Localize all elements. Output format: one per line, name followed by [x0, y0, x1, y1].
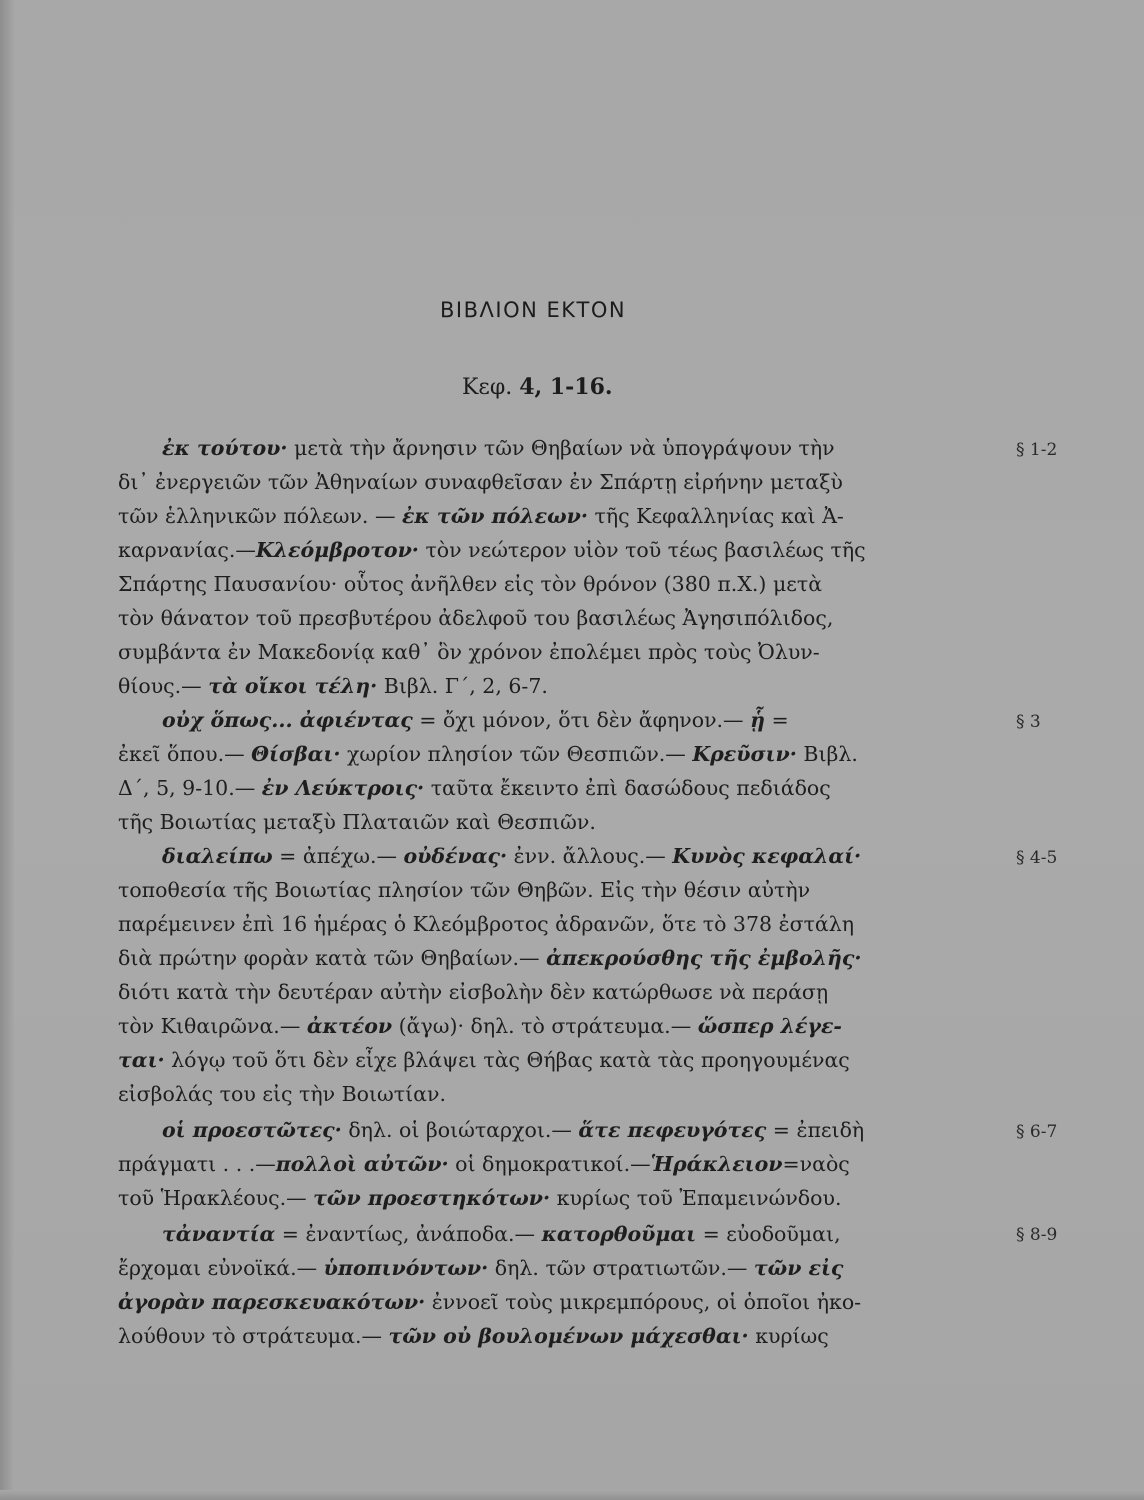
chapter-heading	[462, 374, 613, 400]
text-line: οὐχ ὅπως... ἀφιέντας = ὄχι μόνον, ὅτι δὲν ἄφηνον.— ᾗ =	[162, 708, 789, 732]
text-line: τῆς Βοιωτίας μεταξὺ Πλαταιῶν καὶ Θεσπιῶν.	[118, 810, 596, 834]
text-line: οἱ προεστῶτες· δηλ. οἱ βοιώταρχοι.— ἅτε πεφευγότες = ἐπειδὴ	[162, 1118, 865, 1142]
text-line: εἰσβολάς του εἰς τὴν Βοιωτίαν.	[118, 1082, 446, 1106]
text-line: διαλείπω = ἀπέχω.— οὐδένας· ἐνν. ἄλλους.— Κυνὸς κεφαλαί·	[162, 844, 862, 868]
text-line: Δ΄, 5, 9-10.— ἐν Λεύκτροις· ταῦτα ἔκειντο ἐπὶ δασώδους πεδιάδος	[118, 776, 831, 800]
text-line: θίους.— τὰ οἴκοι τέλη· Βιβλ. Γ΄, 2, 6-7.	[118, 674, 548, 698]
text-line: συμβάντα ἐν Μακεδονίᾳ καθ᾽ ὃν χρόνον ἐπολέμει πρὸς τοὺς Ὀλυν-	[118, 640, 820, 664]
text-line: δι᾽ ἐνεργειῶν τῶν Ἀθηναίων συναφθεῖσαν ἐν Σπάρτῃ εἰρήνην μεταξὺ	[118, 470, 843, 494]
text-line: τὸν Κιθαιρῶνα.— ἀκτέον (ἄγω)· δηλ. τὸ στράτευμα.— ὥσπερ λέγε-	[118, 1014, 842, 1038]
text-line: διὰ πρώτην φορὰν κατὰ τῶν Θηβαίων.— ἀπεκρούσθης τῆς ἐμβολῆς·	[118, 946, 862, 970]
text-line: ται· λόγῳ τοῦ ὅτι δὲν εἶχε βλάψει τὰς Θήβας κατὰ τὰς προηγουμένας	[118, 1048, 850, 1072]
text-line: διότι κατὰ τὴν δευτέραν αὐτὴν εἰσβολὴν δὲν κατώρθωσε νὰ περάσῃ	[118, 980, 829, 1004]
text-line: παρέμεινεν ἐπὶ 16 ἡμέρας ὁ Κλεόμβροτος ἀδρανῶν, ὅτε τὸ 378 ἐστάλη	[118, 912, 855, 936]
text-line: καρνανίας.—Κλεόμβροτον· τὸν νεώτερον υἱὸν τοῦ τέως βασιλέως τῆς	[118, 538, 866, 562]
text-line: πράγματι . . .—πολλοὶ αὐτῶν· οἱ δημοκρατικοί.—Ἡράκλειον=ναὸς	[118, 1152, 850, 1176]
margin-note: § 6-7	[1016, 1122, 1058, 1142]
book-title: ΒΙΒΛΙΟΝ ΕΚΤΟΝ	[440, 298, 627, 322]
text-line: τοῦ Ἡρακλέους.— τῶν προεστηκότων· κυρίως τοῦ Ἐπαμεινώνδου.	[118, 1186, 842, 1210]
page-bottom-shadow	[0, 1490, 1144, 1500]
margin-note: § 8-9	[1016, 1225, 1058, 1245]
chapter-label: Κεφ.	[462, 375, 513, 400]
margin-note: § 3	[1016, 712, 1041, 732]
text-line: Σπάρτης Παυσανίου· οὗτος ἀνῆλθεν εἰς τὸν θρόνον (380 π.Χ.) μετὰ	[118, 572, 823, 596]
page-edge-shadow	[0, 0, 14, 1500]
text-line: λούθουν τὸ στράτευμα.— τῶν οὐ βουλομένων μάχεσθαι· κυρίως	[118, 1324, 829, 1348]
text-line: ἐκ τούτου· μετὰ τὴν ἄρνησιν τῶν Θηβαίων νὰ ὑπογράψουν τὴν	[162, 436, 835, 460]
text-line: τοποθεσία τῆς Βοιωτίας πλησίον τῶν Θηβῶν. Εἰς τὴν θέσιν αὐτὴν	[118, 878, 811, 902]
text-line: τὸν θάνατον τοῦ πρεσβυτέρου ἀδελφοῦ του βασιλέως Ἀγησιπόλιδος,	[118, 606, 834, 630]
text-line: ἀγορὰν παρεσκευακότων· ἐννοεῖ τοὺς μικρεμπόρους, οἱ ὁποῖοι ἠκο-	[118, 1290, 862, 1314]
text-line: ἐκεῖ ὅπου.— Θίσβαι· χωρίον πλησίον τῶν Θεσπιῶν.— Κρεῦσιν· Βιβλ.	[118, 742, 858, 766]
text-line: ἔρχομαι εὐνοϊκά.— ὑποπινόντων· δηλ. τῶν στρατιωτῶν.— τῶν εἰς	[118, 1256, 844, 1280]
text-line: τἀναντία = ἐναντίως, ἀνάποδα.— κατορθοῦμαι = εὐοδοῦμαι,	[162, 1222, 841, 1246]
text-line: τῶν ἑλληνικῶν πόλεων. — ἐκ τῶν πόλεων· τῆς Κεφαλληνίας καὶ Ἀ-	[118, 504, 844, 528]
margin-note: § 4-5	[1016, 848, 1058, 868]
margin-note: § 1-2	[1016, 440, 1058, 460]
chapter-ref: 4, 1-16.	[519, 374, 613, 400]
